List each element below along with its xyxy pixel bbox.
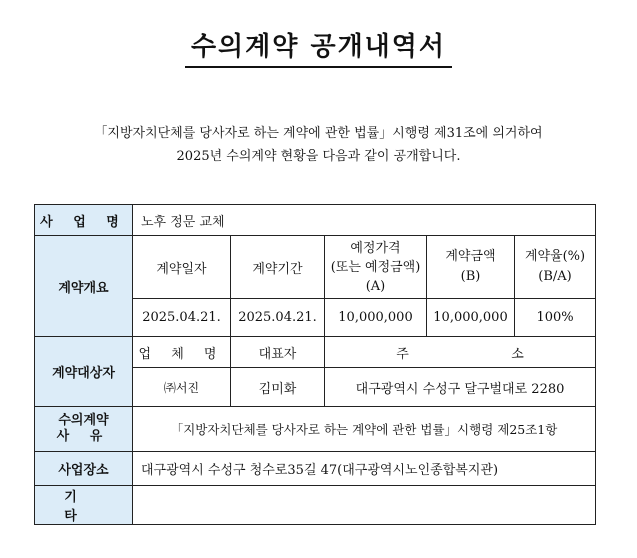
title-text: 수의계약 공개내역서 bbox=[185, 26, 452, 68]
project-label: 사 업 명 bbox=[35, 205, 133, 236]
amount-value: 10,000,000 bbox=[427, 299, 515, 337]
intro-line-2: 2025년 수의계약 현황을 다음과 같이 공개합니다. bbox=[176, 149, 461, 164]
company-value: ㈜서진 bbox=[133, 368, 231, 407]
amount-header: 계약금액 (B) bbox=[427, 236, 515, 299]
rate-value: 100% bbox=[515, 299, 596, 337]
contract-period-header: 계약기간 bbox=[231, 236, 325, 299]
address-value: 대구광역시 수성구 달구벌대로 2280 bbox=[325, 368, 596, 407]
contract-label: 계약개요 bbox=[35, 236, 133, 337]
row-party-headers bbox=[35, 337, 596, 368]
etc-value bbox=[133, 486, 596, 525]
row-contract-headers bbox=[35, 236, 596, 299]
reason-value: 「지방자치단체를 당사자로 하는 계약에 관한 법률」시행령 제25조1항 bbox=[133, 407, 596, 452]
estimate-header: 예정가격 (또는 예정금액) (A) bbox=[325, 236, 427, 299]
row-reason bbox=[35, 407, 596, 452]
contract-date-value: 2025.04.21. bbox=[133, 299, 231, 337]
row-location bbox=[35, 452, 596, 486]
intro-paragraph bbox=[0, 122, 637, 168]
etc-label: 기 타 bbox=[35, 486, 133, 525]
rep-header: 대표자 bbox=[231, 337, 325, 368]
project-value: 노후 정문 교체 bbox=[133, 205, 596, 236]
address-header: 주 소 bbox=[325, 337, 596, 368]
row-project bbox=[35, 205, 596, 236]
row-etc bbox=[35, 486, 596, 525]
rate-header: 계약율(%) (B/A) bbox=[515, 236, 596, 299]
location-value: 대구광역시 수성구 청수로35길 47(대구광역시노인종합복지관) bbox=[133, 452, 596, 486]
party-label: 계약대상자 bbox=[35, 337, 133, 407]
rep-value: 김미화 bbox=[231, 368, 325, 407]
document-title bbox=[0, 26, 637, 68]
contract-date-header: 계약일자 bbox=[133, 236, 231, 299]
contract-period-value: 2025.04.21. bbox=[231, 299, 325, 337]
company-header: 업 체 명 bbox=[133, 337, 231, 368]
contract-table bbox=[34, 204, 596, 525]
estimate-value: 10,000,000 bbox=[325, 299, 427, 337]
reason-label: 수의계약 사 유 bbox=[35, 407, 133, 452]
intro-line-1: 「지방자치단체를 당사자로 하는 계약에 관한 법률」시행령 제31조에 의거하여 bbox=[94, 126, 543, 141]
location-label: 사업장소 bbox=[35, 452, 133, 486]
